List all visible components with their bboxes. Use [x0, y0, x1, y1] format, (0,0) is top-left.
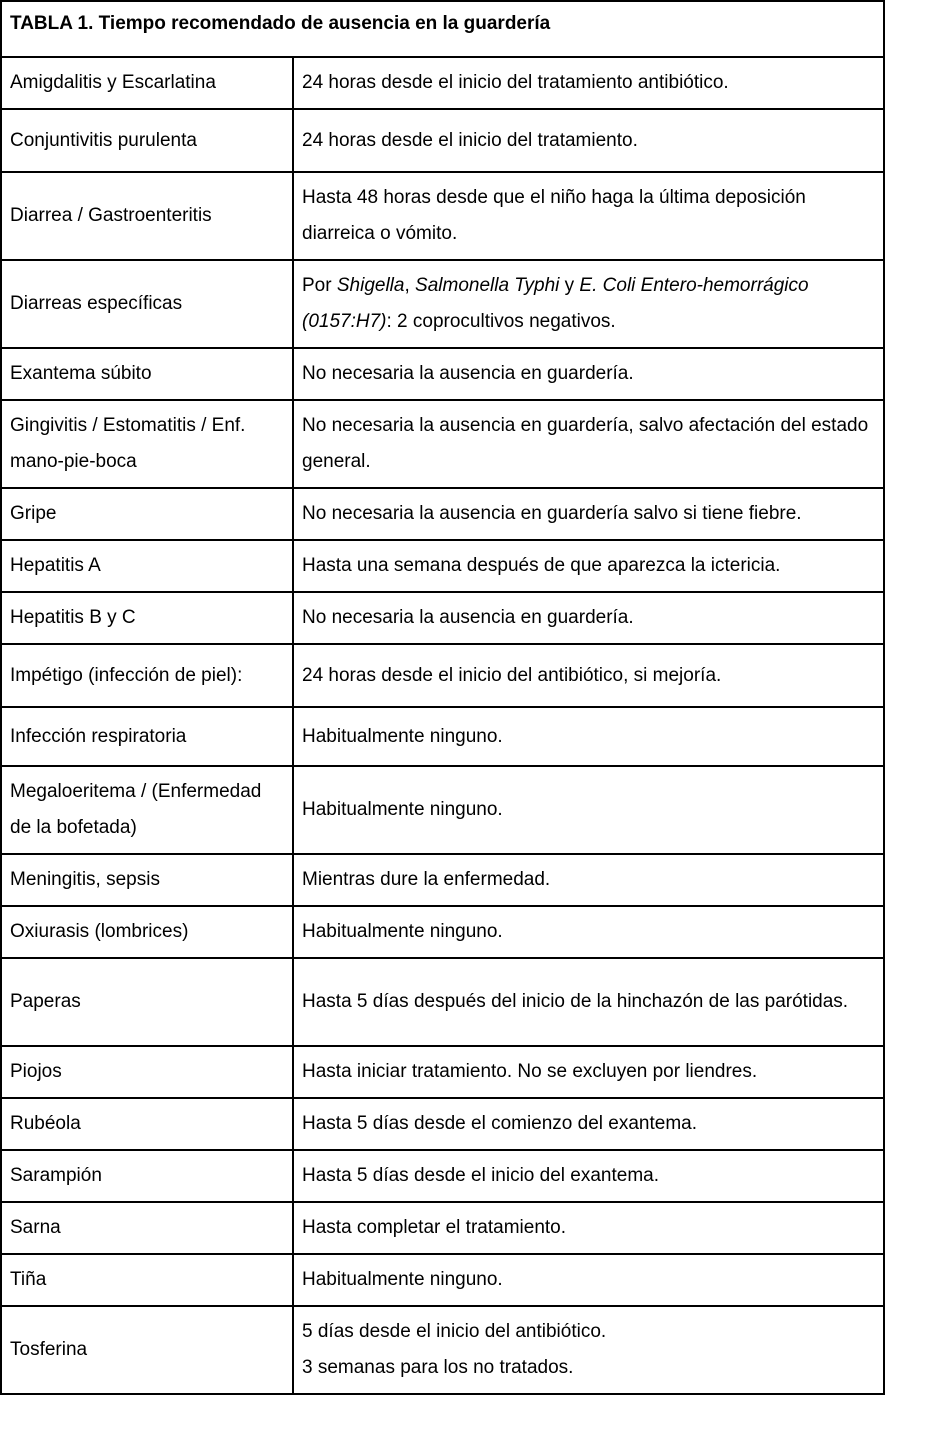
table-row	[1, 1306, 884, 1394]
time-cell: Habitualmente ninguno.	[293, 707, 884, 766]
condition-cell: Conjuntivitis purulenta	[1, 109, 293, 172]
time-cell: Habitualmente ninguno.	[293, 766, 884, 854]
time-cell: No necesaria la ausencia en guardería.	[293, 592, 884, 644]
table-row	[1, 348, 884, 400]
table-row	[1, 109, 884, 172]
pathogen-name: E. Coli Entero-hemorrágico (0157:H7)	[302, 275, 809, 332]
time-line: 3 semanas para los no tratados.	[302, 1357, 574, 1378]
table-row	[1, 707, 884, 766]
condition-cell: Tiña	[1, 1254, 293, 1306]
pathogen-name: Shigella	[336, 275, 405, 296]
time-cell	[293, 260, 884, 348]
table-row	[1, 260, 884, 348]
pathogen-name: Salmonella Typhi	[415, 275, 560, 296]
condition-cell: Hepatitis B y C	[1, 592, 293, 644]
time-cell: Hasta una semana después de que aparezca la ictericia.	[293, 540, 884, 592]
time-cell: 24 horas desde el inicio del tratamiento antibiótico.	[293, 57, 884, 109]
table-row	[1, 1150, 884, 1202]
table-row	[1, 172, 884, 260]
table-row	[1, 1254, 884, 1306]
time-cell: 24 horas desde el inicio del tratamiento.	[293, 109, 884, 172]
table-row	[1, 1098, 884, 1150]
time-cell: Mientras dure la enfermedad.	[293, 854, 884, 906]
table-row	[1, 57, 884, 109]
table-row	[1, 488, 884, 540]
condition-cell: Sarampión	[1, 1150, 293, 1202]
time-text: Por	[302, 275, 337, 296]
condition-cell: Amigdalitis y Escarlatina	[1, 57, 293, 109]
time-cell	[293, 1306, 884, 1394]
condition-cell: Megaloeritema / (Enfermedad de la bofetada)	[1, 766, 293, 854]
condition-cell: Meningitis, sepsis	[1, 854, 293, 906]
condition-cell: Gingivitis / Estomatitis / Enf. mano-pie-boca	[1, 400, 293, 488]
condition-cell: Tosferina	[1, 1306, 293, 1394]
condition-cell: Exantema súbito	[1, 348, 293, 400]
table-row	[1, 906, 884, 958]
time-cell: Habitualmente ninguno.	[293, 1254, 884, 1306]
time-cell: No necesaria la ausencia en guardería salvo si tiene fiebre.	[293, 488, 884, 540]
time-cell: Hasta iniciar tratamiento. No se excluyen por liendres.	[293, 1046, 884, 1098]
table-row	[1, 1202, 884, 1254]
time-text: y	[559, 275, 580, 296]
table-row	[1, 592, 884, 644]
table-row	[1, 644, 884, 707]
time-cell: Hasta 5 días después del inicio de la hinchazón de las parótidas.	[293, 958, 884, 1046]
time-cell: Hasta 5 días desde el comienzo del exantema.	[293, 1098, 884, 1150]
time-cell: Hasta completar el tratamiento.	[293, 1202, 884, 1254]
condition-cell: Paperas	[1, 958, 293, 1046]
table-row	[1, 766, 884, 854]
time-cell: No necesaria la ausencia en guardería, salvo afectación del estado general.	[293, 400, 884, 488]
condition-cell: Infección respiratoria	[1, 707, 293, 766]
time-cell: Habitualmente ninguno.	[293, 906, 884, 958]
table-row	[1, 540, 884, 592]
condition-cell: Sarna	[1, 1202, 293, 1254]
time-cell: Hasta 48 horas desde que el niño haga la última deposición diarreica o vómito.	[293, 172, 884, 260]
condition-cell: Impétigo (infección de piel):	[1, 644, 293, 707]
table-row	[1, 400, 884, 488]
condition-cell: Piojos	[1, 1046, 293, 1098]
time-line: 5 días desde el inicio del antibiótico.	[302, 1321, 607, 1342]
table-row	[1, 854, 884, 906]
table-title-row	[1, 1, 884, 57]
time-cell: No necesaria la ausencia en guardería.	[293, 348, 884, 400]
table-title: TABLA 1. Tiempo recomendado de ausencia en la guardería	[1, 1, 884, 57]
table-row	[1, 958, 884, 1046]
time-text: : 2 coprocultivos negativos.	[386, 311, 616, 332]
condition-cell: Hepatitis A	[1, 540, 293, 592]
condition-cell: Gripe	[1, 488, 293, 540]
condition-cell: Diarrea / Gastroenteritis	[1, 172, 293, 260]
time-text: ,	[404, 275, 416, 296]
condition-cell: Rubéola	[1, 1098, 293, 1150]
condition-cell: Diarreas específicas	[1, 260, 293, 348]
condition-cell: Oxiurasis (lombrices)	[1, 906, 293, 958]
table-row	[1, 1046, 884, 1098]
time-cell: 24 horas desde el inicio del antibiótico, si mejoría.	[293, 644, 884, 707]
time-cell: Hasta 5 días desde el inicio del exantema.	[293, 1150, 884, 1202]
